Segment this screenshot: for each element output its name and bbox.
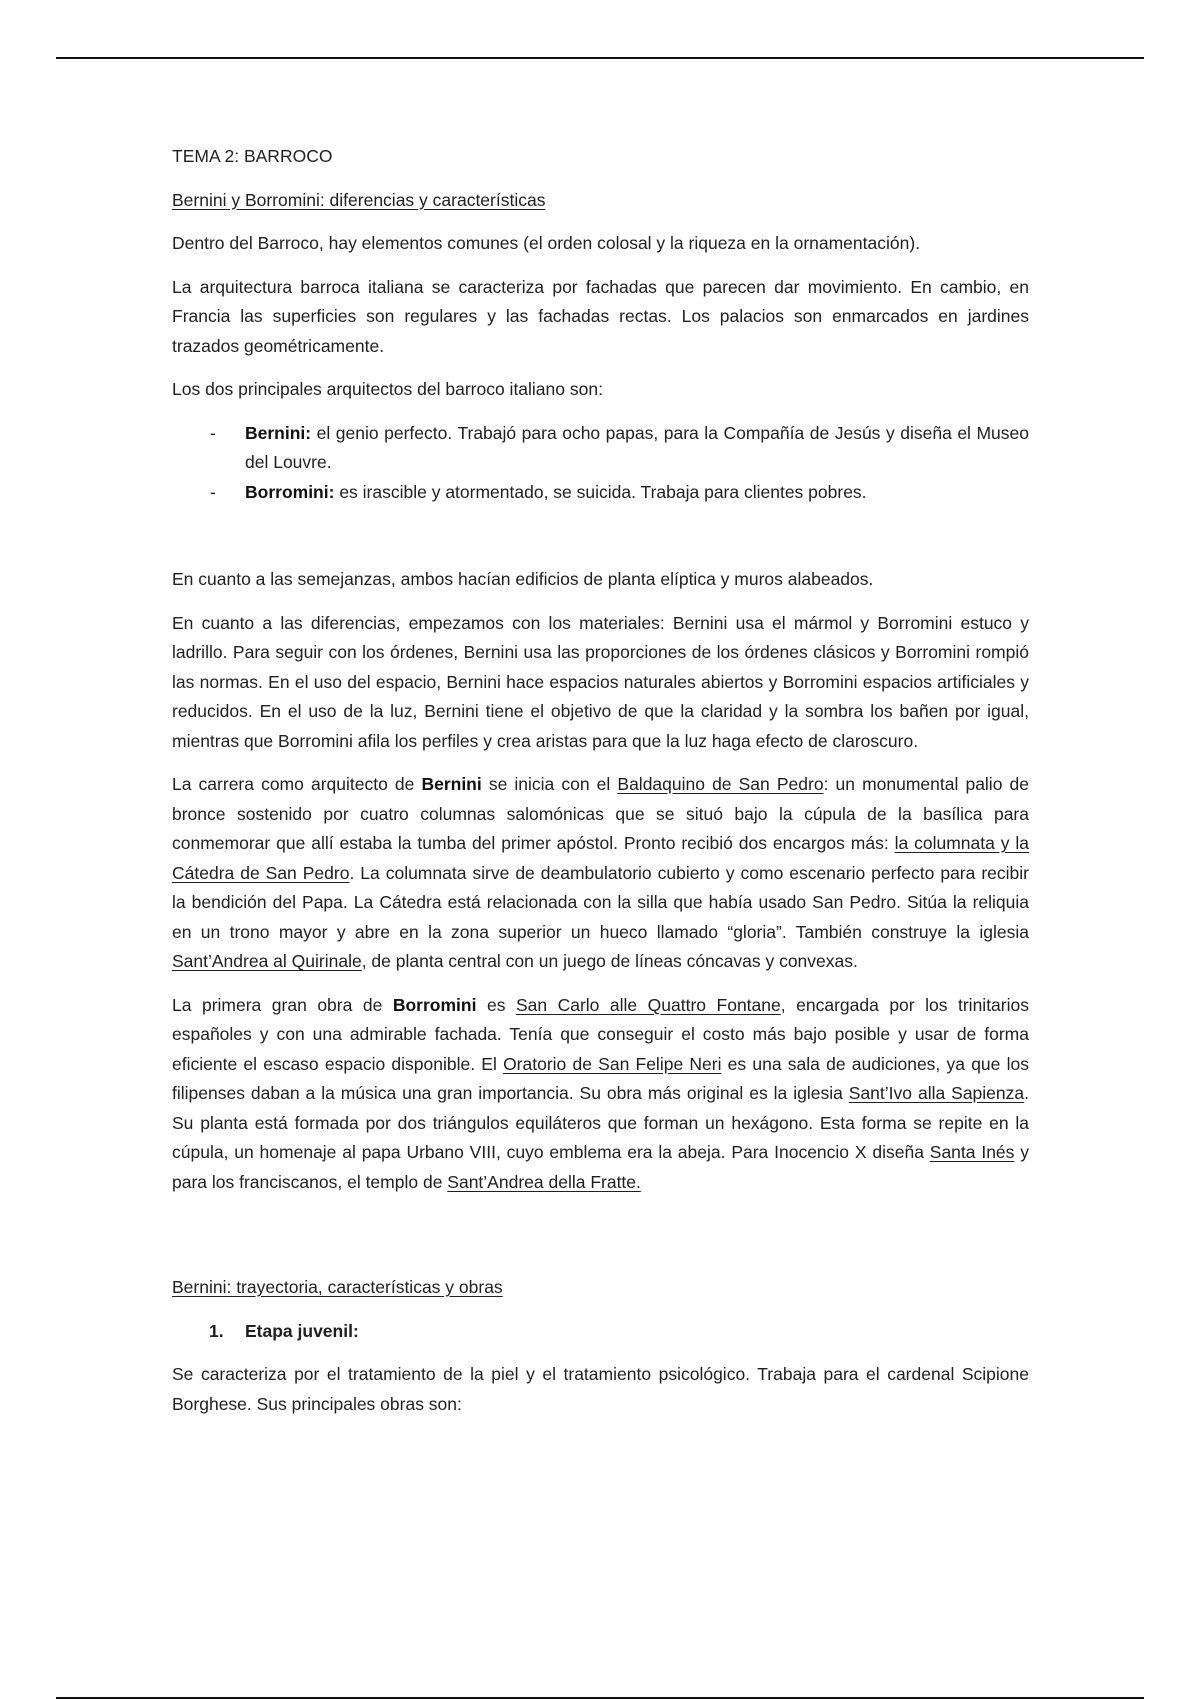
work-title: San Carlo alle Quattro Fontane xyxy=(515,994,781,1015)
text-run: . La columnata sirve de deambulatorio cubierto y como escenario perfecto para recibir la bendición del Papa. La Cátedra está relacionada con la silla que había usado San Pedro. Sitúa la reliquia en un trono mayor y abre en la zona superior un hueco llamado “gloria”. También construye la iglesia xyxy=(172,862,1029,942)
list-item-text: es irascible y atormentado, se suicida. Trabaja para clientes pobres. xyxy=(334,481,867,502)
architects-list xyxy=(172,419,1029,508)
paragraph-bernini-career xyxy=(172,770,1029,977)
work-title: Sant’Andrea al Quirinale xyxy=(172,951,362,971)
work-title: Santa Inés xyxy=(929,1142,1015,1162)
page-top-rule xyxy=(56,57,1144,59)
paragraph-similarities: En cuanto a las semejanzas, ambos hacían edificios de planta elíptica y muros alabeados. xyxy=(172,569,874,589)
dash-bullet-icon: - xyxy=(210,481,216,502)
spacer xyxy=(172,507,1029,565)
text-run: se inicia con el xyxy=(481,774,618,794)
section-heading-bernini-borromini: Bernini y Borromini: diferencias y características xyxy=(172,189,546,210)
text-run: La carrera como arquitecto de xyxy=(172,774,422,794)
list-item-name: Bernini: xyxy=(245,422,312,443)
document-body xyxy=(172,142,1029,1433)
text-run: La primera gran obra de xyxy=(172,994,393,1015)
text-run: es una sala de audiciones, ya que los filipenses daban a la música una gran importancia. Su obra más original es la iglesia xyxy=(172,1053,1029,1103)
work-title: la columnata y la Cátedra de San Pedro xyxy=(172,833,1029,883)
text-run: es xyxy=(476,994,516,1015)
text-run: . Su planta está formada por dos triángulos equiláteros que forman un hexágono. Esta forma se repite en la cúpula, un homenaje al papa Urbano VIII, cuyo emblema era la abeja. Para Inocencio X diseña xyxy=(172,1083,1029,1162)
page-bottom-rule xyxy=(56,1697,1144,1699)
paragraph-differences: En cuanto a las diferencias, empezamos con los materiales: Bernini usa el mármol y Borromini estuco y ladrillo. Para seguir con los órdenes, Bernini usa las proporciones de los órdenes clásicos y Borromini rompió las normas. En el uso del espacio, Bernini hace espacios naturales abiertos y Borromini espacios artificiales y reducidos. En el uso de la luz, Bernini tiene el objetivo de que la claridad y la sombra los bañen por igual, mientras que Borromini afila los perfiles y crea aristas para que la luz haga efecto de claroscuro. xyxy=(172,612,1029,751)
text-run: : un monumental palio de bronce sostenido por cuatro columnas salomónicas que se situó bajo la cúpula de la basílica para conmemorar que allí estaba la tumba del primer apóstol. Pronto recibió dos encargos más: xyxy=(172,774,1029,853)
paragraph-italian-architecture: La arquitectura barroca italiana se caracteriza por fachadas que parecen dar movimiento. En cambio, en Francia las superficies son regulares y las fachadas rectas. Los palacios son enmarcados en jardines trazados geométricamente. xyxy=(172,276,1029,356)
text-run: y para los franciscanos, el templo de xyxy=(172,1142,1029,1192)
text-run: , de planta central con un juego de líneas cóncavas y convexas. xyxy=(361,951,858,971)
work-title: Baldaquino de San Pedro xyxy=(617,774,824,794)
list-item-name: Borromini: xyxy=(245,481,335,502)
stage-number: 1. xyxy=(209,1320,224,1341)
stage-title: Etapa juvenil: xyxy=(245,1320,359,1341)
work-title: Sant’Ivo alla Sapienza xyxy=(848,1083,1025,1103)
spacer xyxy=(172,1211,1029,1273)
paragraph-common-elements: Dentro del Barroco, hay elementos comunes (el orden colosal y la riqueza en la ornamentación). xyxy=(172,233,921,253)
text-run: , encargada por los trinitarios españoles y con una admirable fachada. Tenía que conseguir el costo más bajo posible y usar de forma eficiente el escaso espacio disponible. El xyxy=(172,994,1029,1074)
paragraph-youth-stage: Se caracteriza por el tratamiento de la piel y el tratamiento psicológico. Trabaja para el cardenal Scipione Borghese. Sus principales obras son: xyxy=(172,1364,1029,1414)
list-item xyxy=(172,419,1029,478)
bold-name: Borromini xyxy=(392,994,477,1015)
paragraph-borromini-works xyxy=(172,991,1029,1198)
work-title: Oratorio de San Felipe Neri xyxy=(503,1053,722,1074)
bold-name: Bernini xyxy=(421,774,482,794)
list-item xyxy=(172,478,1029,508)
stage-heading xyxy=(172,1317,1029,1347)
list-item-text: el genio perfecto. Trabajó para ocho papas, para la Compañía de Jesús y diseña el Museo del Louvre. xyxy=(245,422,1029,472)
paragraph-main-architects: Los dos principales arquitectos del barroco italiano son: xyxy=(172,379,603,399)
work-title: Sant’Andrea della Fratte. xyxy=(447,1171,641,1192)
section-heading-bernini-trajectory: Bernini: trayectoria, características y obras xyxy=(172,1277,503,1297)
document-title: TEMA 2: BARROCO xyxy=(172,146,333,166)
dash-bullet-icon: - xyxy=(210,422,216,443)
